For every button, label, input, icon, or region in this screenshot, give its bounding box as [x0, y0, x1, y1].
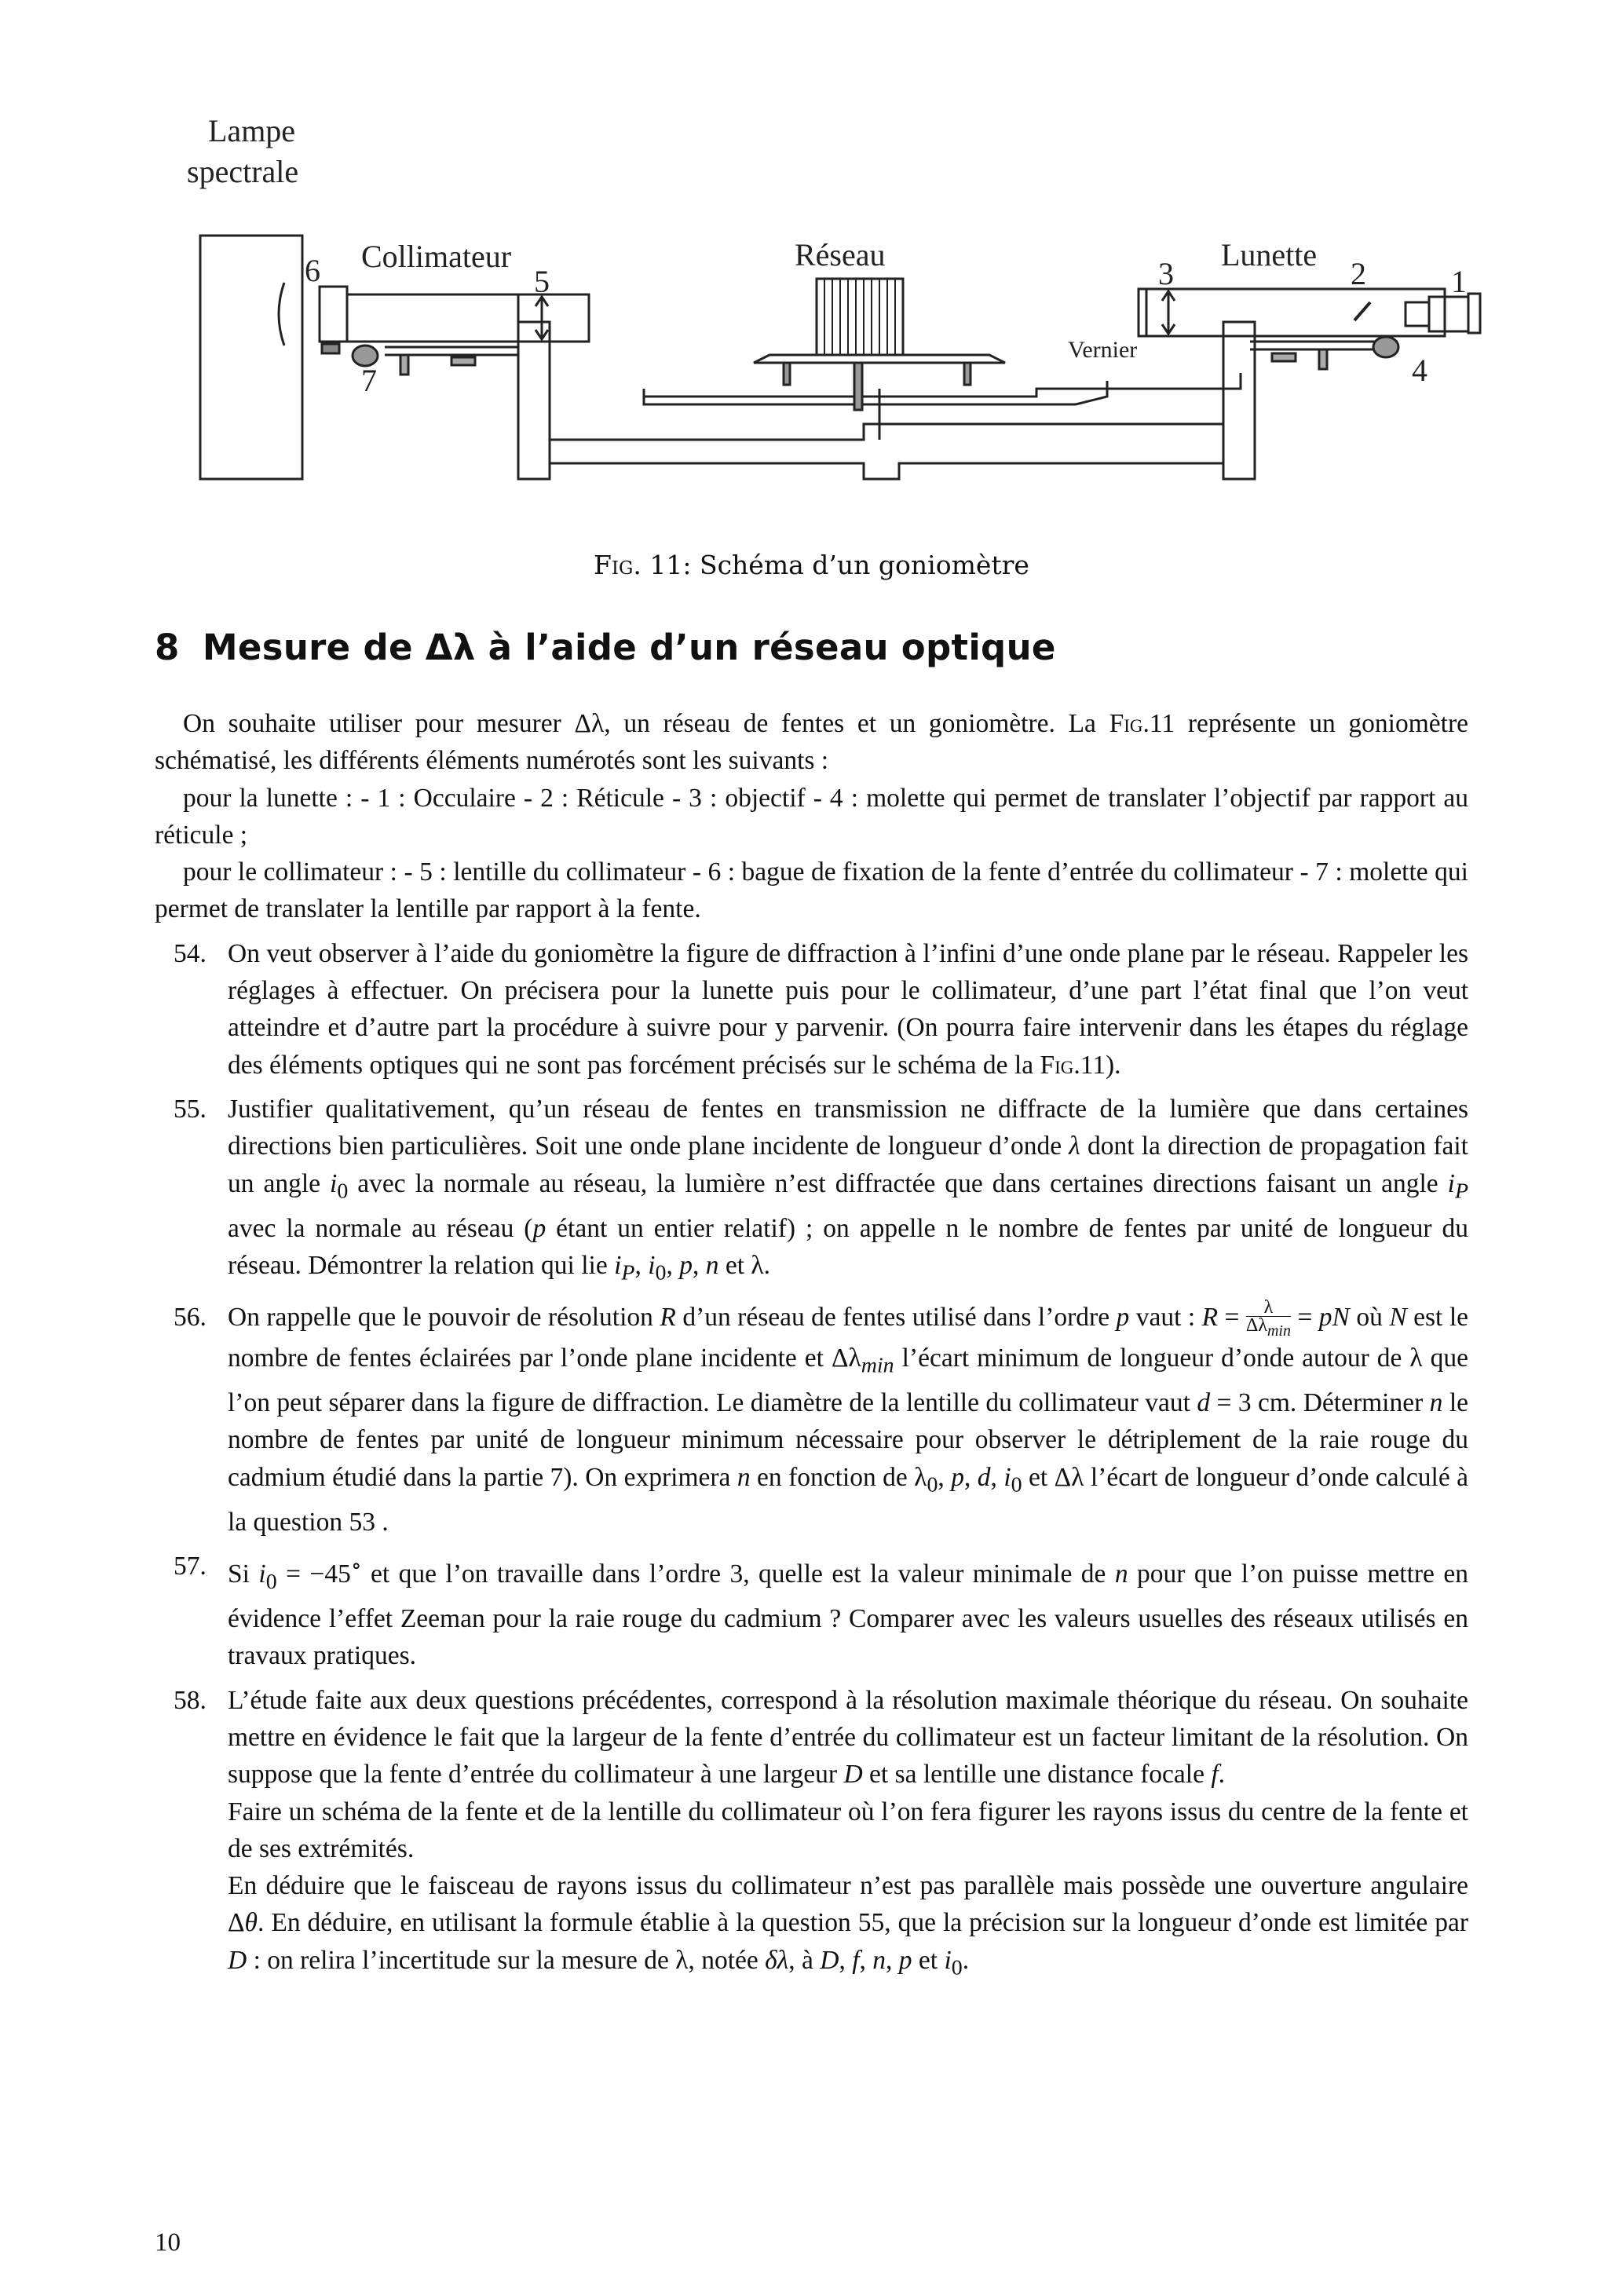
caption-text: 11: Schéma d’un goniomètre	[641, 550, 1029, 580]
section-body	[155, 705, 1468, 1987]
q56-t12: est le nombre de fentes éclairées par l’onde plane incidente et Δλ	[228, 1302, 1468, 1373]
q58-schema-instruction: Faire un schéma de la fente et de la lentille du collimateur où l’on fera figurer les rayons issus du centre de la fente et de ses extrémités.	[228, 1797, 1468, 1863]
rail-foot	[400, 355, 408, 375]
question-number: 56.	[174, 1302, 207, 1332]
q58-t7: θ	[244, 1908, 258, 1938]
q56-t10: où	[1349, 1302, 1390, 1332]
label-6: 6	[305, 253, 320, 288]
label-grating: Réseau	[795, 237, 886, 272]
q56-t6: R	[1201, 1302, 1219, 1332]
q55-t14: ,	[634, 1250, 649, 1280]
base-right	[550, 463, 1223, 479]
collimator-elements: pour le collimateur : - 5 : lentille du collimateur - 6 : bague de fixation de la fente d’entrée du collimateur - 7 : molette qui permet de translater la lentille par rapport à la fente.	[155, 857, 1468, 924]
figure-caption	[0, 550, 1623, 580]
section-title-end: à l’aide d’un réseau optique	[475, 627, 1056, 668]
label-1: 1	[1451, 264, 1467, 299]
q55-t21: et λ.	[718, 1250, 770, 1280]
question-number: 58.	[174, 1685, 207, 1715]
intro-text-b: 11 représente un goniomètre schématisé, les différents éléments numérotés sont les suivants :	[155, 709, 1468, 776]
q56-t27: i	[1003, 1462, 1011, 1492]
fraction-den-sub: min	[1267, 1322, 1291, 1340]
q58-t4: f	[1211, 1760, 1219, 1790]
grating-body	[817, 279, 903, 355]
eyepiece-cap	[1468, 294, 1480, 333]
q58-t12: , à	[788, 1945, 821, 1975]
rail-clamp	[451, 357, 475, 365]
q56-t26: ,	[990, 1462, 1004, 1492]
q56-t13: min	[861, 1353, 894, 1378]
question-number: 54.	[174, 938, 207, 968]
label-lamp-1: Lampe	[208, 113, 296, 148]
telescope-foot	[1319, 349, 1327, 369]
q56-t29: et Δλ l’écart de longueur d’onde calculé à la question 53 .	[228, 1462, 1469, 1537]
q58-t6: En déduire que le faisceau de rayons issus du collimateur n’est pas parallèle mais possède une ouverture angulaire Δ	[228, 1871, 1468, 1938]
telescope-step	[1406, 302, 1429, 326]
plate-center-foot	[854, 363, 862, 410]
q56-t5: vaut :	[1129, 1302, 1202, 1332]
q55-t18: p	[679, 1250, 693, 1280]
q56-t21: 0	[927, 1472, 938, 1497]
telescope-clamp	[1272, 353, 1296, 361]
q55-t8: P	[1454, 1179, 1469, 1204]
q56-t25: d	[977, 1462, 991, 1492]
reticle-mark	[1354, 302, 1370, 320]
q58-t17: n	[872, 1945, 886, 1975]
fraction-numerator: λ	[1246, 1299, 1291, 1317]
question-56	[155, 1299, 1468, 1541]
q58-t14: ,	[839, 1945, 853, 1975]
q58-t21: i	[944, 1945, 952, 1975]
lamp-window	[279, 283, 284, 345]
q55-t1: Justifier qualitativement, qu’un réseau de fentes en transmission ne diffracte de la lumière que dans certaines directions bien particulières. Soit une onde plane incidente de longueur d’onde	[228, 1094, 1468, 1161]
label-5: 5	[534, 264, 550, 299]
q56-t8: =	[1290, 1302, 1319, 1332]
q56-t20: en fonction de λ	[750, 1462, 927, 1492]
q56-t11: N	[1389, 1302, 1407, 1332]
question-55	[155, 1091, 1468, 1292]
resolution-fraction	[1246, 1299, 1291, 1340]
label-2: 2	[1351, 256, 1366, 291]
plate-foot-right	[964, 363, 971, 385]
q58-t5: .	[1218, 1760, 1226, 1790]
q57-t5: ∘	[350, 1553, 362, 1578]
q56-t2: R	[660, 1302, 676, 1332]
base-left	[550, 424, 1223, 440]
section-title-start: Mesure de	[202, 627, 426, 668]
grating-lines	[824, 279, 895, 355]
collimator-tube	[347, 294, 589, 342]
label-lamp-2: spectrale	[187, 154, 299, 189]
caption-prefix: Fig.	[594, 550, 642, 580]
q56-t9: pN	[1318, 1302, 1350, 1332]
q56-t15: d	[1197, 1388, 1211, 1418]
q55-t9: avec la normale au réseau (	[228, 1213, 533, 1243]
q55-t6: avec la normale au réseau, la lumière n’est diffractée que dans certaines directions faisant un angle	[348, 1168, 1448, 1198]
q58-t11: δλ	[765, 1945, 789, 1975]
q55-t16: 0	[655, 1260, 667, 1285]
q56-t14: l’écart minimum de longueur d’onde autour de λ que l’on peut séparer dans la figure de diffraction. Le diamètre de la lentille du collimateur vaut	[228, 1344, 1469, 1418]
label-collimator: Collimateur	[361, 239, 512, 274]
goniometer-diagram	[173, 110, 1508, 518]
q55-t19: ,	[692, 1250, 706, 1280]
q56-t19: n	[737, 1462, 751, 1492]
q58-t1: L’étude faite aux deux questions précédentes, correspond à la résolution maximale théorique du réseau. On souhaite mettre en évidence le fait que la largeur de la fente d’entrée du collimateur est un facteur limitant de la résolution. On suppose que la fente d’entrée du collimateur à une largeur	[228, 1685, 1468, 1790]
q58-t18: ,	[886, 1945, 899, 1975]
q55-t5: 0	[337, 1179, 349, 1204]
q57-t2: i	[258, 1559, 266, 1589]
label-4: 4	[1412, 353, 1427, 388]
q58-t2: D	[843, 1760, 863, 1790]
section-heading	[155, 627, 1056, 668]
q55-t4: i	[330, 1168, 338, 1198]
q56-t24: ,	[963, 1462, 978, 1492]
intro-text-a: On souhaite utiliser pour mesurer Δλ, un réseau de fentes et un goniomètre. La	[183, 709, 1109, 738]
label-telescope: Lunette	[1221, 237, 1318, 272]
q58-t9: D	[228, 1945, 247, 1975]
q55-t10: p	[532, 1213, 546, 1243]
q56-t16: = 3 cm. Déterminer	[1210, 1388, 1430, 1418]
q57-t7: n	[1114, 1559, 1128, 1589]
q58-t13: D	[820, 1945, 839, 1975]
label-vernier: Vernier	[1068, 337, 1138, 363]
q56-t4: p	[1116, 1302, 1130, 1332]
q54-text-end: 11).	[1080, 1050, 1121, 1080]
q56-t22: ,	[938, 1462, 952, 1492]
q58-t8: . En déduire, en utilisant la formule établie à la question 55, que la précision sur la longueur d’onde est limitée par	[258, 1908, 1468, 1938]
q57-t3: 0	[265, 1569, 277, 1594]
q56-t28: 0	[1011, 1472, 1022, 1497]
q57-t1: Si	[228, 1559, 259, 1589]
telescope-knob	[1373, 337, 1398, 357]
intro-paragraph	[155, 705, 1468, 780]
q54-fig-ref: Fig.	[1040, 1050, 1080, 1080]
q58-t20: et	[912, 1945, 945, 1975]
q56-t3: d’un réseau de fentes utilisé dans l’ordre	[675, 1302, 1117, 1332]
page-number: 10	[155, 2228, 181, 2257]
q55-t12: i	[614, 1250, 622, 1280]
q56-t7: =	[1218, 1302, 1246, 1332]
q58-t19: p	[898, 1945, 912, 1975]
q55-t15: i	[648, 1250, 656, 1280]
section-number: 8	[155, 627, 180, 668]
label-3: 3	[1158, 256, 1174, 291]
q55-t7: i	[1447, 1168, 1455, 1198]
q56-t18: le nombre de fentes par unité de longueur minimum nécessaire pour observer le détriplement de la raie rouge du cadmium étudié dans la partie 7). On exprimera	[228, 1388, 1468, 1492]
q55-t3: dont la direction de propagation fait un angle	[228, 1132, 1468, 1198]
q58-t23: .	[962, 1945, 970, 1975]
question-54	[155, 935, 1468, 1084]
q56-t1: On rappelle que le pouvoir de résolution	[228, 1302, 660, 1332]
q56-t17: n	[1429, 1388, 1443, 1418]
fraction-denominator	[1246, 1317, 1291, 1340]
q57-t4: = −45	[276, 1559, 351, 1589]
q55-t11: étant un entier relatif) ; on appelle n le nombre de fentes par unité de longueur du réseau. Démontrer la relation qui lie	[228, 1213, 1468, 1280]
q55-t17: ,	[666, 1250, 680, 1280]
plate-foot-left	[784, 363, 790, 385]
intro-fig-ref: Fig.	[1109, 709, 1150, 738]
q54-text: On veut observer à l’aide du goniomètre la figure de diffraction à l’infini d’une onde plane par le réseau. Rappeler les réglages à effectuer. On précisera pour la lunette puis pour le collimateur, d’une part l’état final que l’on veut atteindre et d’autre part la procédure à suivre pour y parvenir. (On pourra faire intervenir dans les étapes du réglage des éléments optiques qui ne sont pas forcément précisés sur le schéma de la	[228, 938, 1468, 1080]
lamp-housing	[200, 236, 302, 479]
collimator-pillar	[518, 322, 550, 479]
q56-t23: p	[951, 1462, 964, 1492]
telescope-elements: pour la lunette : - 1 : Occulaire - 2 : Réticule - 3 : objectif - 4 : molette qui permet de translater l’objectif par rapport au réticule ;	[155, 783, 1468, 850]
question-number: 57.	[174, 1551, 207, 1581]
question-58	[155, 1682, 1468, 1987]
goniometer-figure	[173, 110, 1508, 518]
q57-t8: pour que l’on puisse mettre en évidence l’effet Zeeman pour la raie rouge du cadmium ? Comparer avec les valeurs usuelles des réseaux utilisés en travaux pratiques.	[228, 1559, 1468, 1671]
telescope-tube	[1139, 289, 1445, 336]
q58-t15: f	[852, 1945, 860, 1975]
eyepiece	[1429, 297, 1468, 331]
section-title-symbol: Δλ	[425, 627, 476, 668]
label-7: 7	[361, 363, 377, 398]
slit-ring	[320, 287, 347, 342]
q55-t13: P	[621, 1260, 635, 1285]
q58-t3: et sa lentille une distance focale	[862, 1760, 1212, 1790]
question-57	[155, 1548, 1468, 1675]
slit-clamp	[322, 344, 339, 353]
fraction-den-symbol: Δλ	[1245, 1315, 1267, 1336]
q55-t20: n	[705, 1250, 719, 1280]
q58-t10: : on relira l’incertitude sur la mesure de λ, notée	[247, 1945, 766, 1975]
q58-t16: ,	[859, 1945, 873, 1975]
question-number: 55.	[174, 1094, 207, 1124]
table-arm	[644, 373, 1241, 397]
q57-t6: et que l’on travaille dans l’ordre 3, quelle est la valeur minimale de	[361, 1559, 1115, 1589]
telescope-pillar	[1223, 322, 1255, 479]
q58-t22: 0	[951, 1955, 963, 1980]
q55-t2: λ	[1069, 1132, 1080, 1161]
